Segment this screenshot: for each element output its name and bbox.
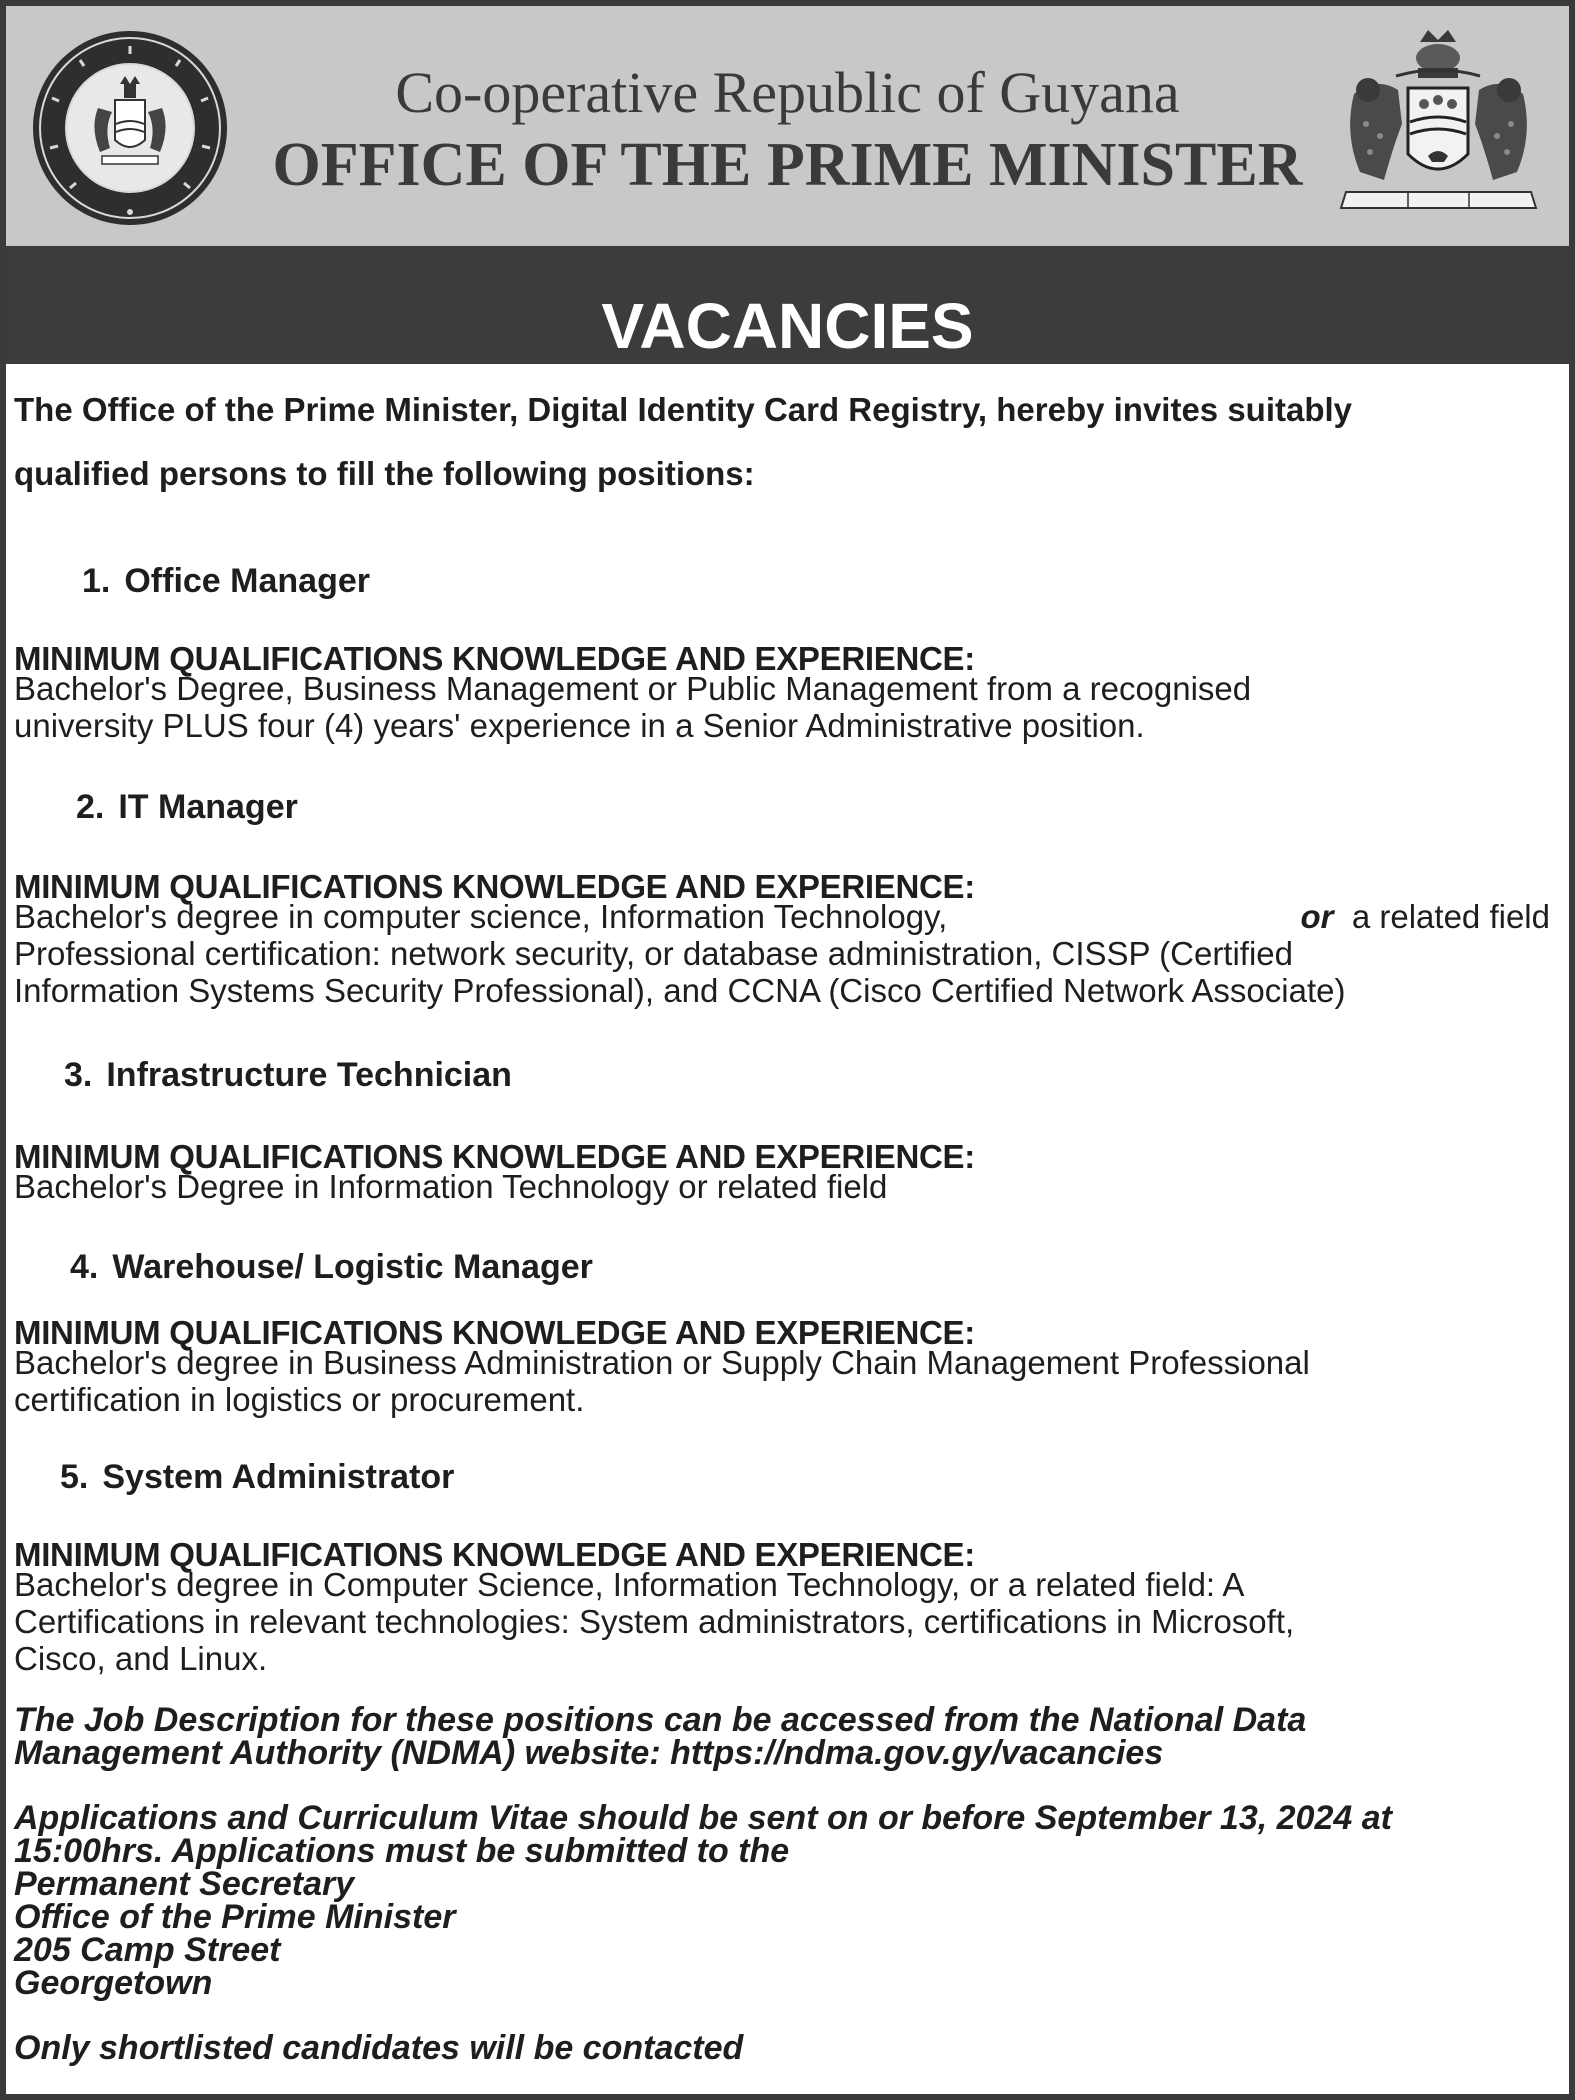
country-name: Co-operative Republic of Guyana	[395, 60, 1180, 125]
header-band	[6, 6, 1569, 246]
qualifications-heading: MINIMUM QUALIFICATIONS KNOWLEDGE AND EXPERIENCE:	[14, 640, 975, 677]
qualifications-heading: MINIMUM QUALIFICATIONS KNOWLEDGE AND EXPERIENCE:	[14, 868, 975, 905]
intro-line: qualified persons to fill the following positions:	[14, 455, 755, 492]
position-title: 4. Warehouse/ Logistic Manager	[70, 1248, 593, 1286]
office-seal-icon	[30, 28, 230, 228]
position-title: 2. IT Manager	[76, 788, 298, 826]
coat-of-arms-icon	[1336, 24, 1541, 224]
qualifications-body: Bachelor's Degree in Information Technology or related field	[14, 1168, 888, 1205]
job-description-note: The Job Description for these positions can be accessed from the National Data Management Authority (NDMA) website: https://ndma.gov.gy/vacancies	[14, 1701, 1307, 1772]
qualifications-body: Bachelor's degree in Computer Science, Information Technology, or a related field: A Certifications in relevant technologies: System administrators, certifications in Microsoft, Cisco, and Linux.	[14, 1566, 1295, 1677]
qualifications-body: Bachelor's degree in Business Administration or Supply Chain Management Professional certification in logistics or procurement.	[14, 1344, 1310, 1418]
intro-paragraph	[14, 378, 1554, 506]
intro-line: The Office of the Prime Minister, Digital Identity Card Registry, hereby invites suitably	[14, 391, 1353, 428]
closing-note: Only shortlisted candidates will be contacted	[14, 2029, 744, 2067]
qualifications-body: Bachelor's degree in computer science, Information Technology, or a related field Professional certification: network security, or database administration, CISSP (Certified Information Systems Security Professional), and CCNA (Cisco Certified Network Associate)	[14, 898, 1550, 1009]
address-line: Office of the Prime Minister	[14, 1898, 456, 1936]
position-title: 1. Office Manager	[82, 562, 370, 600]
address-line: Permanent Secretary	[14, 1865, 355, 1903]
address-line: 205 Camp Street	[14, 1931, 281, 1969]
qualifications-heading: MINIMUM QUALIFICATIONS KNOWLEDGE AND EXPERIENCE:	[14, 1314, 975, 1351]
qualifications-body: Bachelor's Degree, Business Management or Public Management from a recognised university PLUS four (4) years' experience in a Senior Administrative position.	[14, 670, 1252, 744]
address-line: Georgetown	[14, 1964, 213, 2002]
office-name: OFFICE OF THE PRIME MINISTER	[272, 131, 1303, 199]
application-instructions: Applications and Curriculum Vitae should be sent on or before September 13, 2024 at 15:00hrs. Applications must be submitted to the Permanent Secretary Office of the Prime Minister 205 Camp Street Georgetown	[14, 1802, 1550, 2000]
qualifications-heading: MINIMUM QUALIFICATIONS KNOWLEDGE AND EXPERIENCE:	[14, 1138, 975, 1175]
position-title: 5. System Administrator	[60, 1458, 455, 1496]
qualifications-heading: MINIMUM QUALIFICATIONS KNOWLEDGE AND EXPERIENCE:	[14, 1536, 975, 1573]
vacancies-title: VACANCIES	[601, 290, 974, 362]
position-title: 3. Infrastructure Technician	[64, 1056, 512, 1094]
